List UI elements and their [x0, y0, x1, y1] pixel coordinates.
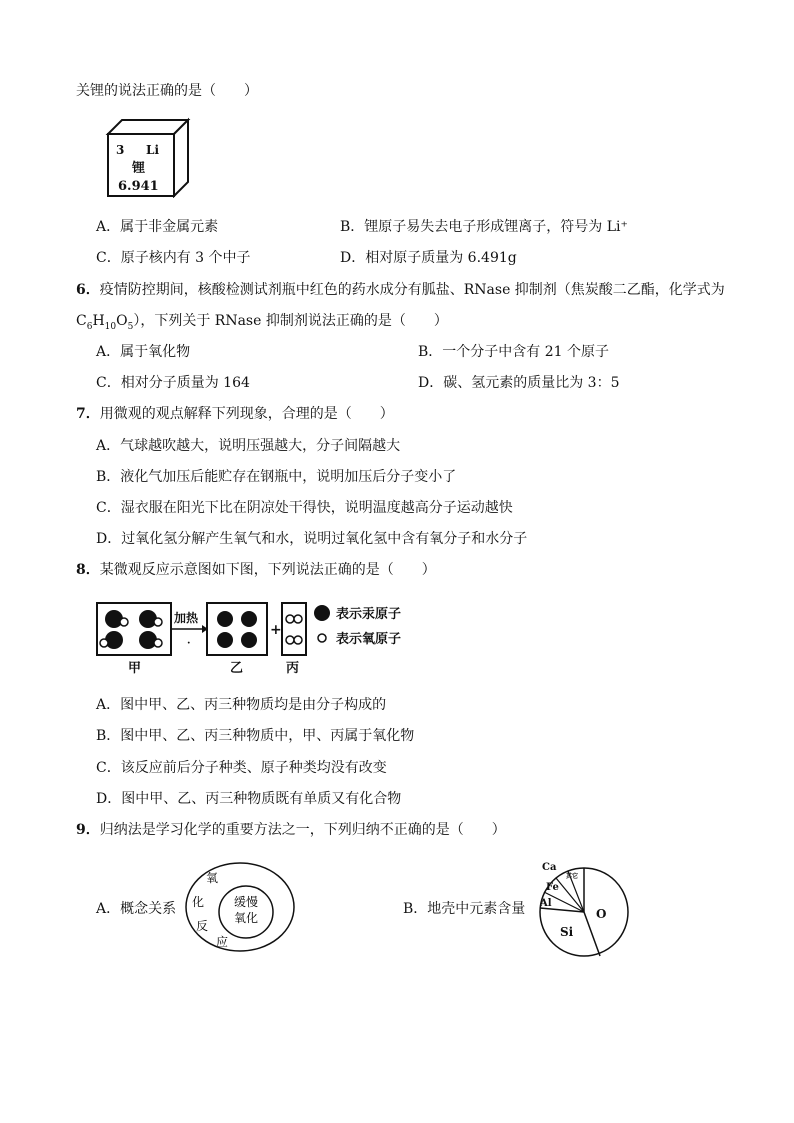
q5-option-a: A．属于非金属元素 — [96, 219, 219, 235]
q6-formula-o-sub: 5 — [127, 321, 134, 332]
q6-number: 6． — [76, 282, 100, 298]
pie-label-ca: Ca — [542, 862, 557, 873]
q9-stem: 归纳法是学习化学的重要方法之一，下列归纳不正确的是（ ） — [99, 822, 506, 838]
q9-option-b: B．地壳中元素含量 — [403, 901, 526, 917]
q8-option-b: B．图中甲、乙、丙三种物质中，甲、丙属于氧化物 — [96, 728, 415, 744]
q5-option-b: B．锂原子易失去电子形成锂离子，符号为 Li⁺ — [340, 219, 628, 235]
hg-atom — [241, 632, 257, 648]
hg-atom — [217, 632, 233, 648]
legend-hg-symbol — [314, 605, 330, 621]
venn-outer-char-4: 应 — [216, 935, 229, 949]
box-bing — [282, 603, 306, 655]
q7-stem-line — [76, 405, 394, 423]
legend-o-label: 表示氧原子 — [336, 632, 402, 647]
plus-sign: + — [270, 622, 282, 638]
legend-hg-label: 表示汞原子 — [336, 607, 402, 622]
crust-pie-chart — [536, 856, 632, 960]
q6-line1 — [76, 281, 725, 299]
q5-option-d: D．相对原子质量为 6.491g — [340, 250, 517, 266]
q6-option-d: D．碳、氢元素的质量比为 3：5 — [418, 375, 620, 391]
venn-diagram — [182, 860, 298, 954]
pie-label-other: 其它 — [566, 873, 579, 880]
q8-option-c: C．该反应前后分子种类、原子种类均没有改变 — [96, 760, 387, 776]
q9-stem-line — [76, 821, 506, 839]
pie-label-al: Al — [540, 898, 552, 909]
q6-formula-c-sub: 6 — [86, 321, 93, 332]
q7-option-b: B．液化气加压后能贮存在钢瓶中，说明加压后分子变小了 — [96, 469, 457, 485]
q6-option-c: C．相对分子质量为 164 — [96, 375, 250, 391]
q8-option-d: D．图中甲、乙、丙三种物质既有单质又有化合物 — [96, 791, 402, 807]
hg-atom — [241, 611, 257, 627]
venn-outer-char-2: 化 — [192, 895, 205, 909]
q7-stem: 用微观的观点解释下列现象，合理的是（ ） — [99, 406, 394, 422]
reaction-diagram — [94, 600, 424, 678]
q8-stem: 某微观反应示意图如下图，下列说法正确的是（ ） — [99, 562, 436, 578]
venn-outer-char-1: 氧 — [206, 871, 219, 885]
tile-atomic-number: 3 — [116, 143, 125, 157]
tile-mass: 6.941 — [118, 179, 159, 194]
venn-outer-char-3: 反 — [196, 919, 209, 933]
q6-formula-c: C — [76, 313, 87, 329]
q6-option-b: B．一个分子中含有 21 个原子 — [418, 344, 610, 360]
q8-option-a: A．图中甲、乙、丙三种物质均是由分子构成的 — [96, 697, 387, 713]
q6-formula-h: H — [92, 313, 105, 329]
element-tile-figure — [104, 116, 192, 198]
box-yi — [207, 603, 267, 655]
q7-option-d: D．过氧化氢分解产生氧气和水，说明过氧化氢中含有氧分子和水分子 — [96, 531, 528, 547]
q5-stem: 关锂的说法正确的是（ ） — [76, 83, 258, 99]
pie-label-fe: Fe — [546, 882, 559, 893]
hg-atom — [217, 611, 233, 627]
svg-text:·: · — [187, 638, 191, 649]
q6-line2 — [76, 312, 448, 336]
q7-option-a: A．气球越吹越大，说明压强越大，分子间隔越大 — [96, 438, 401, 454]
q6-formula-h-sub: 10 — [104, 321, 117, 332]
label-bing: 丙 — [286, 661, 300, 676]
q6-stem-line1: 疫情防控期间，核酸检测试剂瓶中红色的药水成分有胍盐、RNase 抑制剂（焦炭酸二乙酯，化学式为 — [99, 282, 725, 298]
arrow-label: 加热 — [174, 611, 199, 625]
label-yi: 乙 — [230, 661, 244, 676]
tile-symbol: Li — [146, 143, 159, 157]
q7-number: 7． — [76, 406, 100, 422]
q8-stem-line — [76, 561, 436, 579]
venn-inner-line-1: 缓慢 — [234, 895, 259, 909]
q6-formula-o: O — [116, 313, 128, 329]
q9-number: 9． — [76, 822, 100, 838]
tile-name: 锂 — [132, 161, 146, 176]
pie-label-o: O — [596, 907, 607, 921]
label-jia: 甲 — [128, 661, 142, 676]
q5-option-c: C．原子核内有 3 个中子 — [96, 250, 251, 266]
q9-option-a: A．概念关系 — [96, 901, 177, 917]
q6-option-a: A．属于氧化物 — [96, 344, 191, 360]
venn-inner-line-2: 氧化 — [234, 911, 259, 925]
q7-option-c: C．湿衣服在阳光下比在阴凉处干得快，说明温度越高分子运动越快 — [96, 500, 513, 516]
tile-side-face — [174, 120, 188, 196]
q8-number: 8． — [76, 562, 100, 578]
legend-o-symbol — [318, 634, 326, 642]
q6-stem-line2: ），下列关于 RNase 抑制剂说法正确的是（ ） — [133, 313, 448, 329]
pie-label-si: Si — [560, 925, 574, 939]
